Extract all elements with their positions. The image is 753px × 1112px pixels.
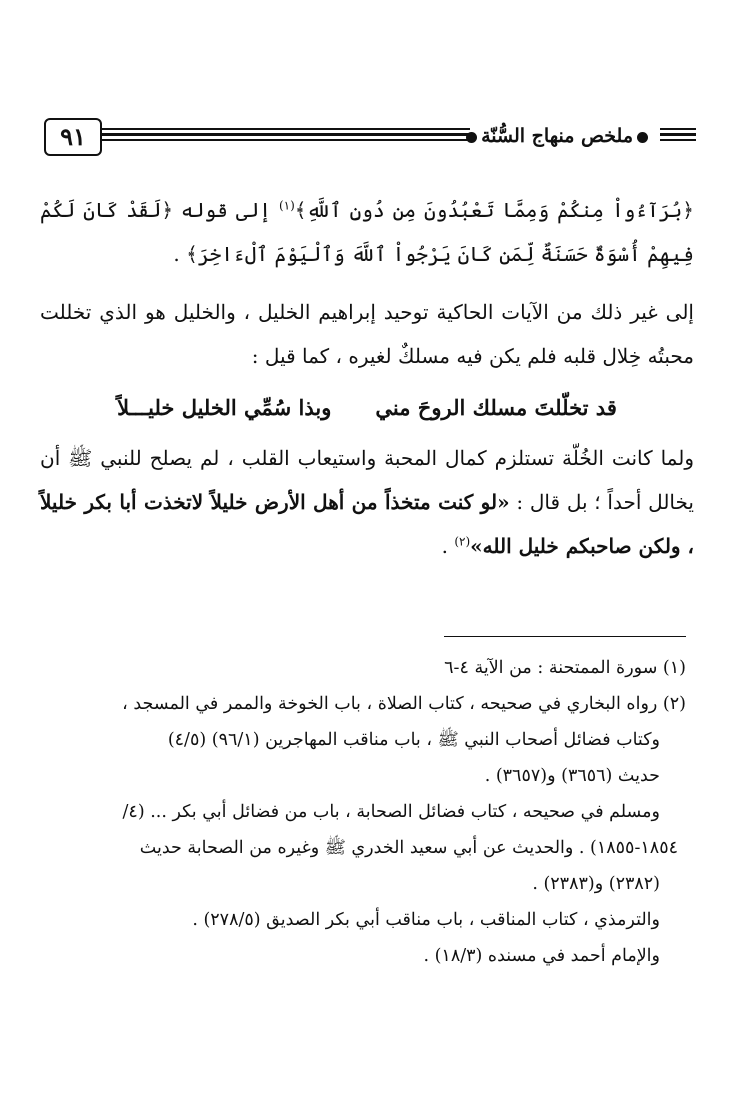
footnote-2-tirmidhi: والترمذي ، كتاب المناقب ، باب مناقب أبي بكر الصديق (٢٧٨/٥) . [192,910,660,930]
footnote-marker-1: (١) [278,198,295,213]
running-title [482,118,652,154]
main-text [40,188,694,568]
paragraph-text: ولما كانت الخُلّة تستلزم كمال المحبة واستيعاب القلب ، لم يصلح للنبي ﷺ أن يخالل أحداً ؛ بل قال : [40,446,694,514]
header-rule-short [660,128,696,142]
page-number: ٩١ [44,118,102,156]
footnote-2-line: (٢) رواه البخاري في صحيحه ، كتاب الصلاة ، باب الخوخة والممر في المسجد ، [122,694,686,714]
paragraph-khalil: إلى غير ذلك من الآيات الحاكية توحيد إبراهيم الخليل ، والخليل هو الذي تخللت محبتُه خِلال قلبه فلم يكن فيه مسلكٌ لغيره ، كما قيل : [40,300,694,368]
footnote-2-line: حديث (٣٦٥٦) و(٣٦٥٧) . [484,766,660,786]
poem-verse [40,386,694,430]
bullet-icon [637,132,648,143]
paragraph-text: إلى قوله [173,198,279,222]
footnote-marker-2: (٢) [454,534,471,549]
hadith-quote: «لو كنت متخذاً من أهل الأرض خليلاً لاتخذت أبا بكر خليلاً ، ولكن صاحبكم خليل الله» [40,490,694,558]
footnotes [44,650,686,974]
footnote-2-ahmad: والإمام أحمد في مسنده (١٨/٣) . [423,946,660,966]
header-rule [102,128,470,142]
footnote-2-muslim: (٢٣٨٢) و(٢٣٨٣) . [532,874,660,894]
paragraph-verse [40,188,694,276]
footnote-1: (١) سورة الممتحنة : من الآية ٤-٦ [444,658,686,678]
footnote-separator [444,636,686,637]
paragraph-khulla [40,436,694,568]
bullet-icon [466,132,477,143]
quran-quote-2: ﴿لَقَدْ كَانَ لَكُمْ فِيهِمْ أُسْوَةٌ حَسَنَةٌ لِّمَن كَانَ يَرْجُواْ ٱللَّهَ وَٱلْيَوْمَ ٱلْءَاخِرَ﴾ [40,198,694,266]
footnote-2-muslim: ومسلم في صحيحه ، كتاب فضائل الصحابة ، باب من فضائل أبي بكر ... (٤/ [122,802,660,822]
footnote-2-muslim: ١٨٥٤-١٨٥٥) . والحديث عن أبي سعيد الخدري ﷺ وغيره من الصحابة حديث [139,838,678,858]
quran-quote-1: ﴿بُرَآءُواْ مِنكُمْ وَمِمَّا تَعْبُدُونَ مِن دُونِ ٱللَّهِ﴾ [294,198,694,222]
poem-hemistich-right: قد تخلّلتَ مسلك الروحَ مني [375,395,617,420]
paragraph-end: . [441,534,455,558]
page-header [44,118,696,160]
header-title: ملخص منهاج السُّنّة [481,125,633,147]
paragraph-end: . [173,242,187,266]
poem-hemistich-left: وبذا سُمِّي الخليل خليـــلاً [117,395,332,420]
footnote-2-line: وكتاب فضائل أصحاب النبي ﷺ ، باب مناقب المهاجرين (٩٦/١) (٤/٥) [167,730,660,750]
